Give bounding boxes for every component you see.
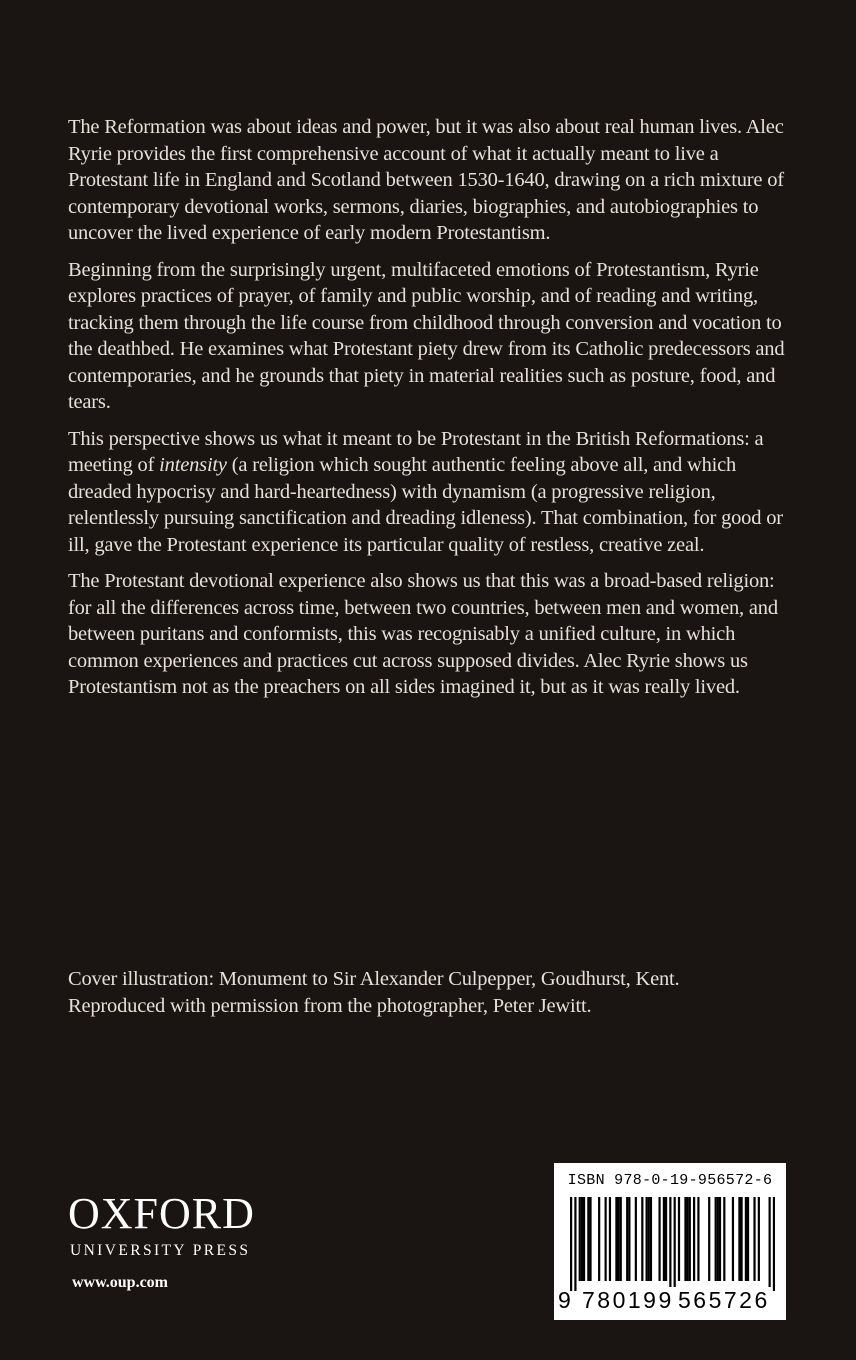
blurb-paragraph-3-end: (a religion which sought authentic feeling above all, and which dreaded hypocrisy and hard-heartedness) with dynamism (a progressive religion, relentlessly pursuing sanctification and dreading idleness). That combination, for good or ill, gave the Protestant experience its particular quality of restless, creative zeal. xyxy=(68,454,783,556)
barcode-bar xyxy=(581,1197,583,1281)
barcode-bar xyxy=(646,1197,648,1281)
barcode-bar xyxy=(605,1197,607,1281)
blurb-paragraph-4: The Protestant devotional experience also shows us that this was a broad-based religion: for all the differences across time, between two countries, between men and women, and between puritans and conformists, this was recognisably a unified culture, in which common experiences and practices cut across supposed divides. Alec Ryrie shows us Protestantism not as the preachers on all sides imagined it, but as it was really lived. xyxy=(68,570,778,698)
publisher-url[interactable]: www.oup.com xyxy=(72,1274,169,1291)
blurb-emphasis: intensity xyxy=(159,454,227,476)
credit-line-2: Reproduced with permission from the photographer, Peter Jewitt. xyxy=(68,994,592,1017)
barcode-bar xyxy=(773,1197,775,1291)
barcode-bar xyxy=(684,1197,686,1281)
barcode-bar xyxy=(574,1197,576,1291)
barcode-bar xyxy=(723,1197,725,1281)
barcode-bar xyxy=(708,1197,710,1281)
barcode-bar xyxy=(648,1197,650,1281)
blurb-paragraph-3 xyxy=(68,426,788,559)
barcode-bar xyxy=(628,1197,630,1281)
credit-line-1: Cover illustration: Monument to Sir Alexander Culpepper, Goudhurst, Kent. xyxy=(68,968,680,990)
barcode-bar xyxy=(738,1197,740,1281)
barcode-bar xyxy=(650,1197,652,1281)
barcode-bar xyxy=(689,1197,691,1281)
barcode-bar xyxy=(745,1197,747,1281)
publisher-subtitle: UNIVERSITY PRESS xyxy=(70,1242,251,1259)
barcode-bar xyxy=(697,1197,699,1281)
barcode-bar xyxy=(687,1197,689,1281)
barcode-bar xyxy=(732,1197,734,1281)
barcode-bar xyxy=(598,1197,600,1281)
cover-credit xyxy=(68,966,788,1019)
publisher-logo xyxy=(68,1189,255,1260)
barcode-bar xyxy=(747,1197,749,1281)
isbn-barcode xyxy=(554,1163,786,1320)
barcode-bar xyxy=(620,1197,622,1281)
barcode-bar xyxy=(674,1197,676,1291)
barcode-bar xyxy=(678,1197,680,1281)
blurb-paragraph-1: The Reformation was about ideas and power, but it was also about real human lives. Alec Ryrie provides the first comprehensive account of what it actually meant to live a Protestant life in England and Scotland between 1530-1640, drawing on a rich mixture of contemporary devotional works, sermons, diaries, biographies, and autobiographies to uncover the lived experience of early modern Protestantism. xyxy=(68,116,784,244)
barcode-bar xyxy=(669,1197,671,1291)
barcode-bar xyxy=(665,1197,667,1281)
barcode-bar xyxy=(769,1197,771,1291)
barcode-bar xyxy=(719,1197,721,1281)
isbn-label: ISBN 978-0-19-956572-6 xyxy=(567,1172,773,1189)
barcode-bar xyxy=(717,1197,719,1281)
barcode-bar xyxy=(579,1197,581,1281)
barcode-bar xyxy=(587,1197,589,1281)
barcode-bar xyxy=(589,1197,591,1281)
barcode-bar xyxy=(570,1197,572,1291)
barcode-bar xyxy=(715,1197,717,1281)
barcode-bar xyxy=(583,1197,585,1281)
barcode-bar xyxy=(641,1197,643,1281)
barcode-bars xyxy=(570,1197,775,1291)
blurb-paragraph-2: Beginning from the surprisingly urgent, multifaceted emotions of Protestantism, Ryrie explores practices of prayer, of family and public worship, and of reading and writing, tracking them through the life course from childhood through conversion and vocation to the deathbed. He examines what Protestant piety drew from its Catholic predecessors and contemporaries, and he grounds that piety in material realities such as posture, food, and tears. xyxy=(68,258,785,413)
barcode-bar xyxy=(626,1197,628,1281)
barcode-bar xyxy=(693,1197,695,1281)
barcode-bar xyxy=(609,1197,611,1281)
barcode-bar xyxy=(658,1197,660,1281)
back-cover-blurb xyxy=(68,114,788,711)
barcode-bar xyxy=(615,1197,617,1281)
barcode-bar xyxy=(617,1197,619,1281)
barcode-bar xyxy=(635,1197,637,1281)
barcode-bar xyxy=(758,1197,760,1281)
blurb-paragraph-3-start: This perspective shows us what it meant to be Protestant in the British Reformations: a meeting of xyxy=(68,427,764,476)
barcode-digit-group-2: 565726 xyxy=(678,1287,770,1313)
barcode-digits xyxy=(554,1287,786,1317)
barcode-lead-digit: 9 xyxy=(558,1287,571,1313)
barcode-digit-group-1: 780199 xyxy=(582,1287,674,1313)
barcode-bar xyxy=(663,1197,665,1281)
barcode-bar xyxy=(753,1197,755,1281)
barcode-bar xyxy=(740,1197,742,1281)
publisher-name: OXFORD xyxy=(68,1189,255,1238)
